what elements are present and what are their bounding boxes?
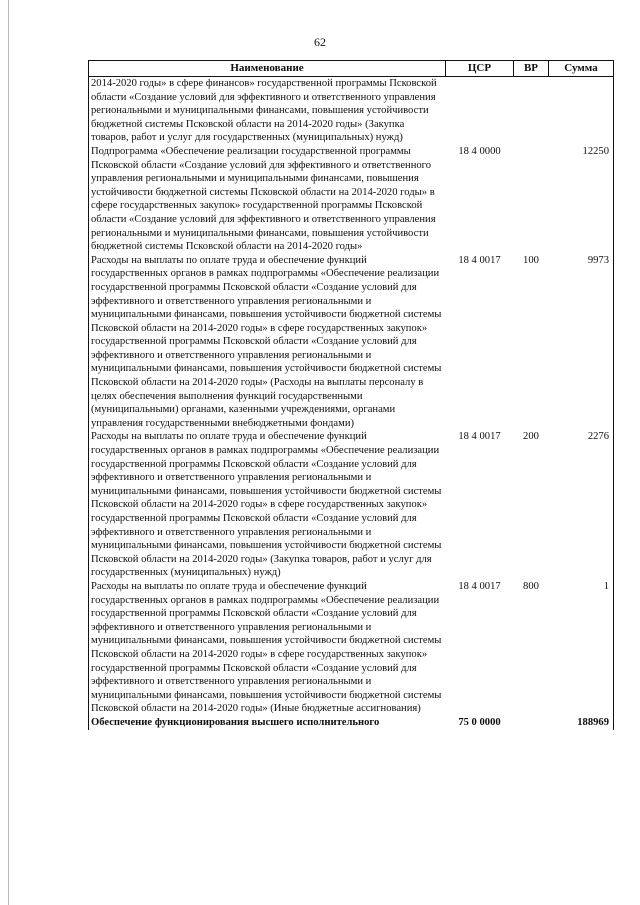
table-row-bold (89, 716, 614, 730)
row-name: Расходы на выплаты по оплате труда и обеспечение функций государственных органов в рамках подпрограммы «Обеспечение реализации государственной программы Псковской области «Создание условий для эффективного и ответственного управления региональными и муниципальными финансами, повышения устойчивости бюджетной системы Псковской области на 2014-2020 годы» в сфере государственных закупок» государственной программы Псковской области «Создание условий для эффективного и ответственного управления региональными и муниципальными финансами, повышения устойчивости бюджетной системы Псковской области на 2014-2020 годы» (Расходы на выплаты персоналу в целях обеспечения выполнения функций государственными (муниципальными) органами, казенными учреждениями, органами управления государственными внебюджетными фондами) (89, 254, 446, 431)
row-vr (514, 145, 549, 254)
row-csr: 18 4 0000 (458, 145, 501, 157)
row-csr: 18 4 0017 (458, 431, 501, 443)
row-vr: 800 (523, 580, 539, 592)
table-row (89, 77, 614, 145)
row-csr: 18 4 0017 (458, 254, 501, 266)
row-sum (549, 77, 614, 145)
row-name: Обеспечение функционирования высшего исполнительного (89, 716, 446, 730)
row-sum: 12250 (549, 145, 614, 254)
row-sum: 1 (549, 580, 614, 716)
row-csr (446, 77, 514, 145)
scan-edge-line (8, 0, 9, 905)
table-row (89, 254, 614, 431)
header-name: Наименование (89, 61, 446, 77)
table-header-row (89, 61, 614, 77)
row-sum: 188969 (549, 716, 614, 730)
row-name: Расходы на выплаты по оплате труда и обеспечение функций государственных органов в рамках подпрограммы «Обеспечение реализации государственной программы Псковской области «Создание условий для эффективного и ответственного управления региональными и муниципальными финансами, повышения устойчивости бюджетной системы Псковской области на 2014-2020 годы» в сфере государственных закупок» государственной программы Псковской области «Создание условий для эффективного и ответственного управления региональными и муниципальными финансами, повышения устойчивости бюджетной системы Псковской области на 2014-2020 годы» (Закупка товаров, работ и услуг для государственных (муниципальных) нужд) (89, 430, 446, 580)
row-vr (514, 77, 549, 145)
page-number: 62 (314, 35, 326, 49)
row-sum: 9973 (549, 254, 614, 431)
table-row (89, 430, 614, 580)
row-name: Подпрограмма «Обеспечение реализации государственной программы Псковской области «Создание условий для эффективного и ответственного управления региональными и муниципальными финансами, повышения устойчивости бюджетной системы Псковской области на 2014-2020 годы» в сфере государственных закупок» государственной программы Псковской области «Создание условий для эффективного и ответственного управления региональными и муниципальными финансами, повышения устойчивости бюджетной системы Псковской области на 2014-2020 годы» (89, 145, 446, 254)
row-name: Расходы на выплаты по оплате труда и обеспечение функций государственных органов в рамках подпрограммы «Обеспечение реализации государственной программы Псковской области «Создание условий для эффективного и ответственного управления региональными и муниципальными финансами, повышения устойчивости бюджетной системы Псковской области на 2014-2020 годы» в сфере государственных закупок» государственной программы Псковской области «Создание условий для эффективного и ответственного управления региональными и муниципальными финансами, повышения устойчивости бюджетной системы Псковской области на 2014-2020 годы» (Иные бюджетные ассигнования) (89, 580, 446, 716)
header-vr: ВР (514, 61, 549, 77)
row-name: 2014-2020 годы» в сфере финансов» государственной программы Псковской области «Создание условий для эффективного и ответственного управления региональными и муниципальными финансами, повышения устойчивости бюджетной системы Псковской области на 2014-2020 годы» (Закупка товаров, работ и услуг для государственных (муниципальных) нужд) (89, 77, 446, 145)
row-csr: 18 4 0017 (458, 580, 501, 592)
row-csr: 75 0 0000 (458, 716, 501, 728)
row-vr: 100 (523, 254, 539, 266)
table-row (89, 580, 614, 716)
row-vr (514, 716, 549, 730)
budget-table (88, 60, 614, 730)
header-sum: Сумма (549, 61, 614, 77)
header-csr: ЦСР (446, 61, 514, 77)
row-vr: 200 (523, 431, 539, 443)
row-sum: 2276 (549, 430, 614, 580)
table-row (89, 145, 614, 254)
